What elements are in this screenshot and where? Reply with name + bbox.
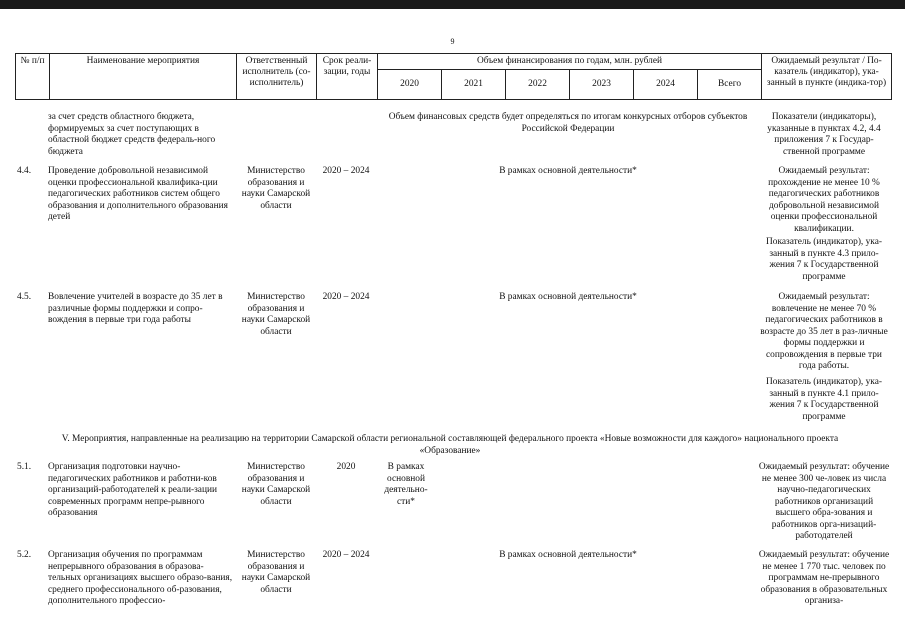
row-5-1-result: Ожидаемый результат: обучение не менее 300 че-ловек из числа научно-педагогических работников организаций высшего обра-зования и работников орга-низаций-работодателей: [758, 462, 890, 541]
header-financing: Объем финансирования по годам, млн. рублей: [378, 54, 762, 70]
row-4-4-num: 4.4.: [17, 166, 32, 176]
row-5-1-term: 2020: [336, 462, 356, 472]
header-name: Наименование мероприятия: [50, 54, 237, 100]
row-4-5-num: 4.5.: [17, 292, 32, 302]
table-header: [15, 53, 892, 100]
header-year-2022: 2022: [506, 70, 570, 100]
header-year-2020: 2020: [378, 70, 442, 100]
header-executor: Ответственный исполнитель (со-исполнитель): [237, 54, 317, 100]
row-5-1-funding: В рамках основной деятельно-сти*: [384, 462, 428, 507]
row-5-1-num: 5.1.: [17, 462, 32, 472]
row-4-5-result: Ожидаемый результат: вовлечение не менее 70 % педагогических работников в возрасте до 35 лет в раз-личные формы поддержки и сопровождения в первые три года работы.: [760, 292, 888, 371]
row-5-2-num: 5.2.: [17, 550, 32, 560]
section-5-title: V. Мероприятия, направленные на реализацию на территории Самарской области региональной составляющей федерального проекта «Новые возможности для каждого» национального проекта «Образование»: [61, 434, 839, 456]
row-4-4-term: 2020 – 2024: [322, 166, 370, 176]
row-5-2-term: 2020 – 2024: [322, 550, 370, 560]
page-number: 9: [450, 37, 455, 46]
row-5-2-executor: Министерство образования и науки Самарской области: [241, 550, 311, 595]
row-5-1-name: Организация подготовки научно-педагогических работников и работни-ков организаций-работодателей к реали-зации современных программ непре-рывного образования: [48, 462, 218, 518]
header-year-2024: 2024: [634, 70, 698, 100]
row-4-5-indicator: Показатель (индикатор), ука-занный в пункте 4.1 прило-жения 7 к Государственной программе: [765, 377, 883, 422]
row-5-2-funding: В рамках основной деятельности*: [499, 550, 637, 560]
row-5-2-name: Организация обучения по программам непрерывного образования в образова-тельных организациях высшего образо-вания, среднего профессионального об-разования, дополнительного профессио-: [48, 550, 233, 606]
continuation-funding: Объем финансовых средств будет определяться по итогам конкурсных отборов субъектов Российской Федерации: [388, 112, 748, 134]
row-4-5-term: 2020 – 2024: [322, 292, 370, 302]
row-5-1-executor: Министерство образования и науки Самарской области: [241, 462, 311, 507]
header-year-2023: 2023: [570, 70, 634, 100]
header-year-2021: 2021: [442, 70, 506, 100]
row-4-5-name: Вовлечение учителей в возрасте до 35 лет в различные формы поддержки и сопро-вождения в первые три года работы: [48, 292, 223, 325]
row-5-2-result: Ожидаемый результат: обучение не менее 1 770 тыс. человек по программам не-прерывного образования в образовательных организа-: [758, 550, 890, 606]
row-4-4-name: Проведение добровольной независимой оценки профессиональной квалифика-ции педагогических работников систем общего образования и дополнительного образования детей: [48, 166, 228, 222]
row-4-5-executor: Министерство образования и науки Самарской области: [241, 292, 311, 337]
row-4-4-executor: Министерство образования и науки Самарской области: [241, 166, 311, 211]
continuation-name: за счет средств областного бюджета, формируемых за счет поступающих в областной бюджет средств федераль-ного бюджета: [48, 112, 216, 157]
header-num: № п/п: [16, 54, 50, 100]
row-4-4-result: Ожидаемый результат: прохождение не менее 10 % педагогических работников добровольной независимой оценки профессиональной квалификации.: [768, 166, 880, 234]
scan-top-border: [0, 0, 905, 9]
row-4-4-funding: В рамках основной деятельности*: [499, 166, 637, 176]
row-4-4-indicator: Показатель (индикатор), ука-занный в пункте 4.3 прило-жения 7 к Государственной программе: [765, 237, 883, 282]
row-4-5-funding: В рамках основной деятельности*: [499, 292, 637, 302]
header-total: Всего: [698, 70, 762, 100]
continuation-result: Показатели (индикаторы), указанные в пунктах 4.2, 4.4 приложения 7 к Государ-ственной программе: [767, 112, 881, 157]
header-result: Ожидаемый результат / По-казатель (индикатор), ука-занный в пункте (индика-тор): [762, 54, 892, 100]
header-term: Срок реали-зации, годы: [317, 54, 378, 100]
